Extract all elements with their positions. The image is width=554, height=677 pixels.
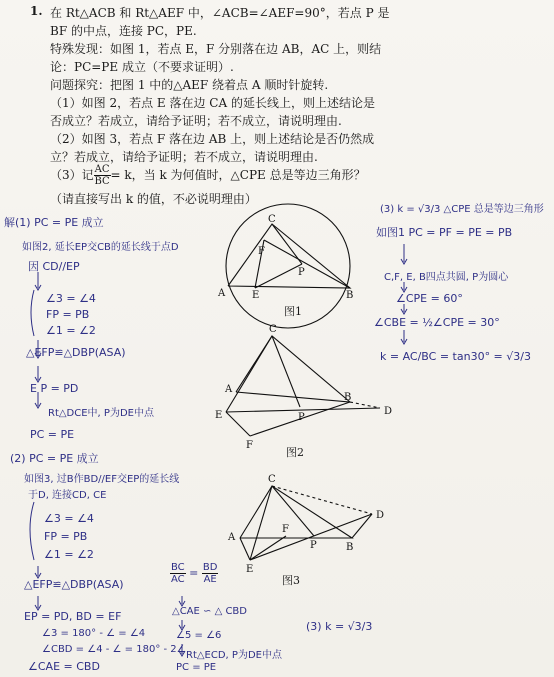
fig3-label-f: F: [282, 524, 289, 535]
fig1-label-f: F: [258, 246, 265, 257]
figure-3-caption: 图3: [282, 574, 300, 587]
sol-part2-construct: 如图3, 过B作BD//EF交EP的延长线: [24, 474, 180, 485]
sol-part2-fp-pb: FP = PB: [44, 530, 88, 543]
fig2-label-a: A: [225, 384, 233, 395]
fig2-ef: [226, 412, 250, 436]
fig3-label-b: B: [346, 542, 354, 553]
sol-part1-fp-pb: FP = PB: [46, 308, 90, 321]
sol-part2-angle34: ∠3 = ∠4: [44, 512, 94, 525]
fig1-label-c: C: [268, 214, 276, 225]
sol-mid-ratio: [170, 562, 218, 585]
problem-line-2: BF 的中点，连接 PC，PE.: [50, 24, 197, 38]
sol-mid-frac-1: [170, 562, 186, 585]
fig3-cp: [272, 486, 314, 536]
fig2-ce: [226, 336, 272, 412]
fig1-label-e: E: [252, 290, 260, 301]
fig2-label-d: D: [384, 406, 393, 417]
figure-2-caption: 图2: [286, 446, 304, 459]
problem-number: 1.: [30, 4, 43, 18]
fig3-label-e: E: [246, 564, 254, 575]
sol-mid-frac-1-num: BC: [171, 562, 185, 573]
fig1-label-b: B: [346, 290, 354, 301]
sol-part2-angle-cbd: ∠CBD = ∠4 - ∠ = 180° - 2∠: [42, 644, 186, 655]
fig2-label-e: E: [215, 410, 223, 421]
fig3-ce: [250, 486, 272, 560]
sol-part2-title: (2) PC = PE 成立: [10, 452, 99, 465]
fig3-label-p: P: [310, 540, 317, 551]
problem-line-9: 立？若成立，请给予证明；若不成立，请说明理由.: [50, 150, 318, 164]
sol-mid-frac-2-den: AE: [203, 574, 217, 585]
fig2-triangle: [236, 336, 350, 402]
fig3-triangle: [240, 486, 352, 538]
fig1-label-p: P: [298, 267, 305, 278]
fig2-label-f: F: [246, 440, 253, 451]
sol-mid-eq: =: [189, 566, 199, 580]
sol-mid-midpoint: Rt△ECD, P为DE中点: [186, 650, 282, 661]
sol-right-angle-cbe: ∠CBE = ½∠CPE = 30°: [374, 316, 500, 329]
sol-part1-title: 解(1) PC = PE 成立: [4, 216, 104, 229]
fig1-cp: [272, 224, 302, 264]
sol-mid-frac-1-den: AC: [171, 574, 185, 585]
sol-mid-frac-2-num: BD: [202, 562, 218, 573]
sol-mid-angle56: ∠5 = ∠6: [176, 630, 222, 641]
fig1-label-a: A: [218, 288, 226, 299]
ratio-denominator: BC: [94, 176, 110, 187]
sol-right-equal: 如图1 PC = PF = PE = PB: [376, 226, 513, 239]
sol-part1-midpoint: Rt△DCE中, P为DE中点: [48, 408, 154, 419]
fig2-label-p: P: [298, 412, 305, 423]
sol-part2-construct-2: 于D, 连接CD, CE: [28, 490, 107, 501]
fig3-label-d: D: [376, 510, 385, 521]
problem-line-8: （2）如图 3，若点 F 落在边 AB 上，则上述结论是否仍然成: [50, 132, 375, 146]
fig1-fb: [264, 240, 350, 288]
sol-mid-similar: △CAE ∽ △ CBD: [172, 606, 247, 617]
fig2-label-c: C: [269, 324, 277, 335]
sol-part1-conclusion: PC = PE: [30, 428, 75, 441]
fig1-ep: [255, 264, 302, 288]
problem-line-10-pre: （3）记: [50, 168, 94, 182]
sol-part1-angle34: ∠3 = ∠4: [46, 292, 96, 305]
sol-right-k-value: k = AC/BC = tan30° = √3/3: [380, 350, 531, 363]
problem-line-10-post: = k，当 k 为何值时，△CPE 总是等边三角形？: [110, 168, 366, 182]
problem-line-5: 问题探究：把图 1 中的△AEF 绕着点 A 顺时针旋转.: [50, 78, 329, 92]
sol-right-concyclic: C,F, E, B四点共圆, P为圆心: [384, 272, 509, 283]
problem-line-1: 在 Rt△ACB 和 Rt△AEF 中，∠ACB=∠AEF=90°，若点 P 是: [50, 6, 390, 20]
problem-line-3: 特殊发现：如图 1，若点 E，F 分别落在边 AB，AC 上，则结: [50, 42, 382, 56]
sol-part2-angle12: ∠1 = ∠2: [44, 548, 94, 561]
fig3-label-c: C: [268, 474, 276, 485]
sol-part3-answer: (3) k = √3/3: [306, 620, 373, 633]
sol-mid-frac-2: [202, 562, 219, 585]
fig2-bd-dashed: [350, 402, 380, 408]
sol-part2-ep-pd: EP = PD, BD = EF: [24, 610, 122, 623]
figure-1-caption: 图1: [284, 305, 302, 318]
problem-line-4: 论：PC=PE 成立（不要求证明）.: [50, 60, 234, 74]
sol-part1-parallel: 因 CD//EP: [28, 260, 80, 273]
sol-part2-angle3: ∠3 = 180° - ∠ = ∠4: [42, 628, 146, 639]
handwritten-arrows-left: [30, 272, 41, 610]
sol-part1-ep-pd: E P = PD: [30, 382, 79, 395]
fig3-cd-dashed: [272, 486, 372, 514]
sol-right-angle-cpe: ∠CPE = 60°: [396, 292, 463, 305]
fig2-label-b: B: [344, 392, 352, 403]
problem-line-7: 否成立？若成立，请给予证明；若不成立，请说明理由.: [50, 114, 342, 128]
problem-line-11: （请直接写出 k 的值，不必说明理由）: [50, 192, 257, 206]
sol-part2-angle-cae: ∠CAE = CBD: [28, 660, 100, 673]
sol-right-header: (3) k = √3/3 △CPE 总是等边三角形: [380, 204, 544, 215]
problem-line-6: （1）如图 2，若点 E 落在边 CA 的延长线上，则上述结论是: [50, 96, 375, 110]
sol-part1-congruent: △EFP≌△DBP(ASA): [26, 346, 126, 359]
sol-part2-congruent: △EFP≌△DBP(ASA): [24, 578, 124, 591]
fig3-label-a: A: [228, 532, 236, 543]
fig3-ae: [240, 538, 250, 560]
sol-part1-angle12: ∠1 = ∠2: [46, 324, 96, 337]
ratio-numerator: AC: [94, 164, 110, 175]
fig3-ed: [250, 514, 372, 560]
sol-mid-conclusion: PC = PE: [176, 662, 217, 673]
sol-part1-construct: 如图2, 延长EP交CB的延长线于点D: [22, 242, 179, 253]
